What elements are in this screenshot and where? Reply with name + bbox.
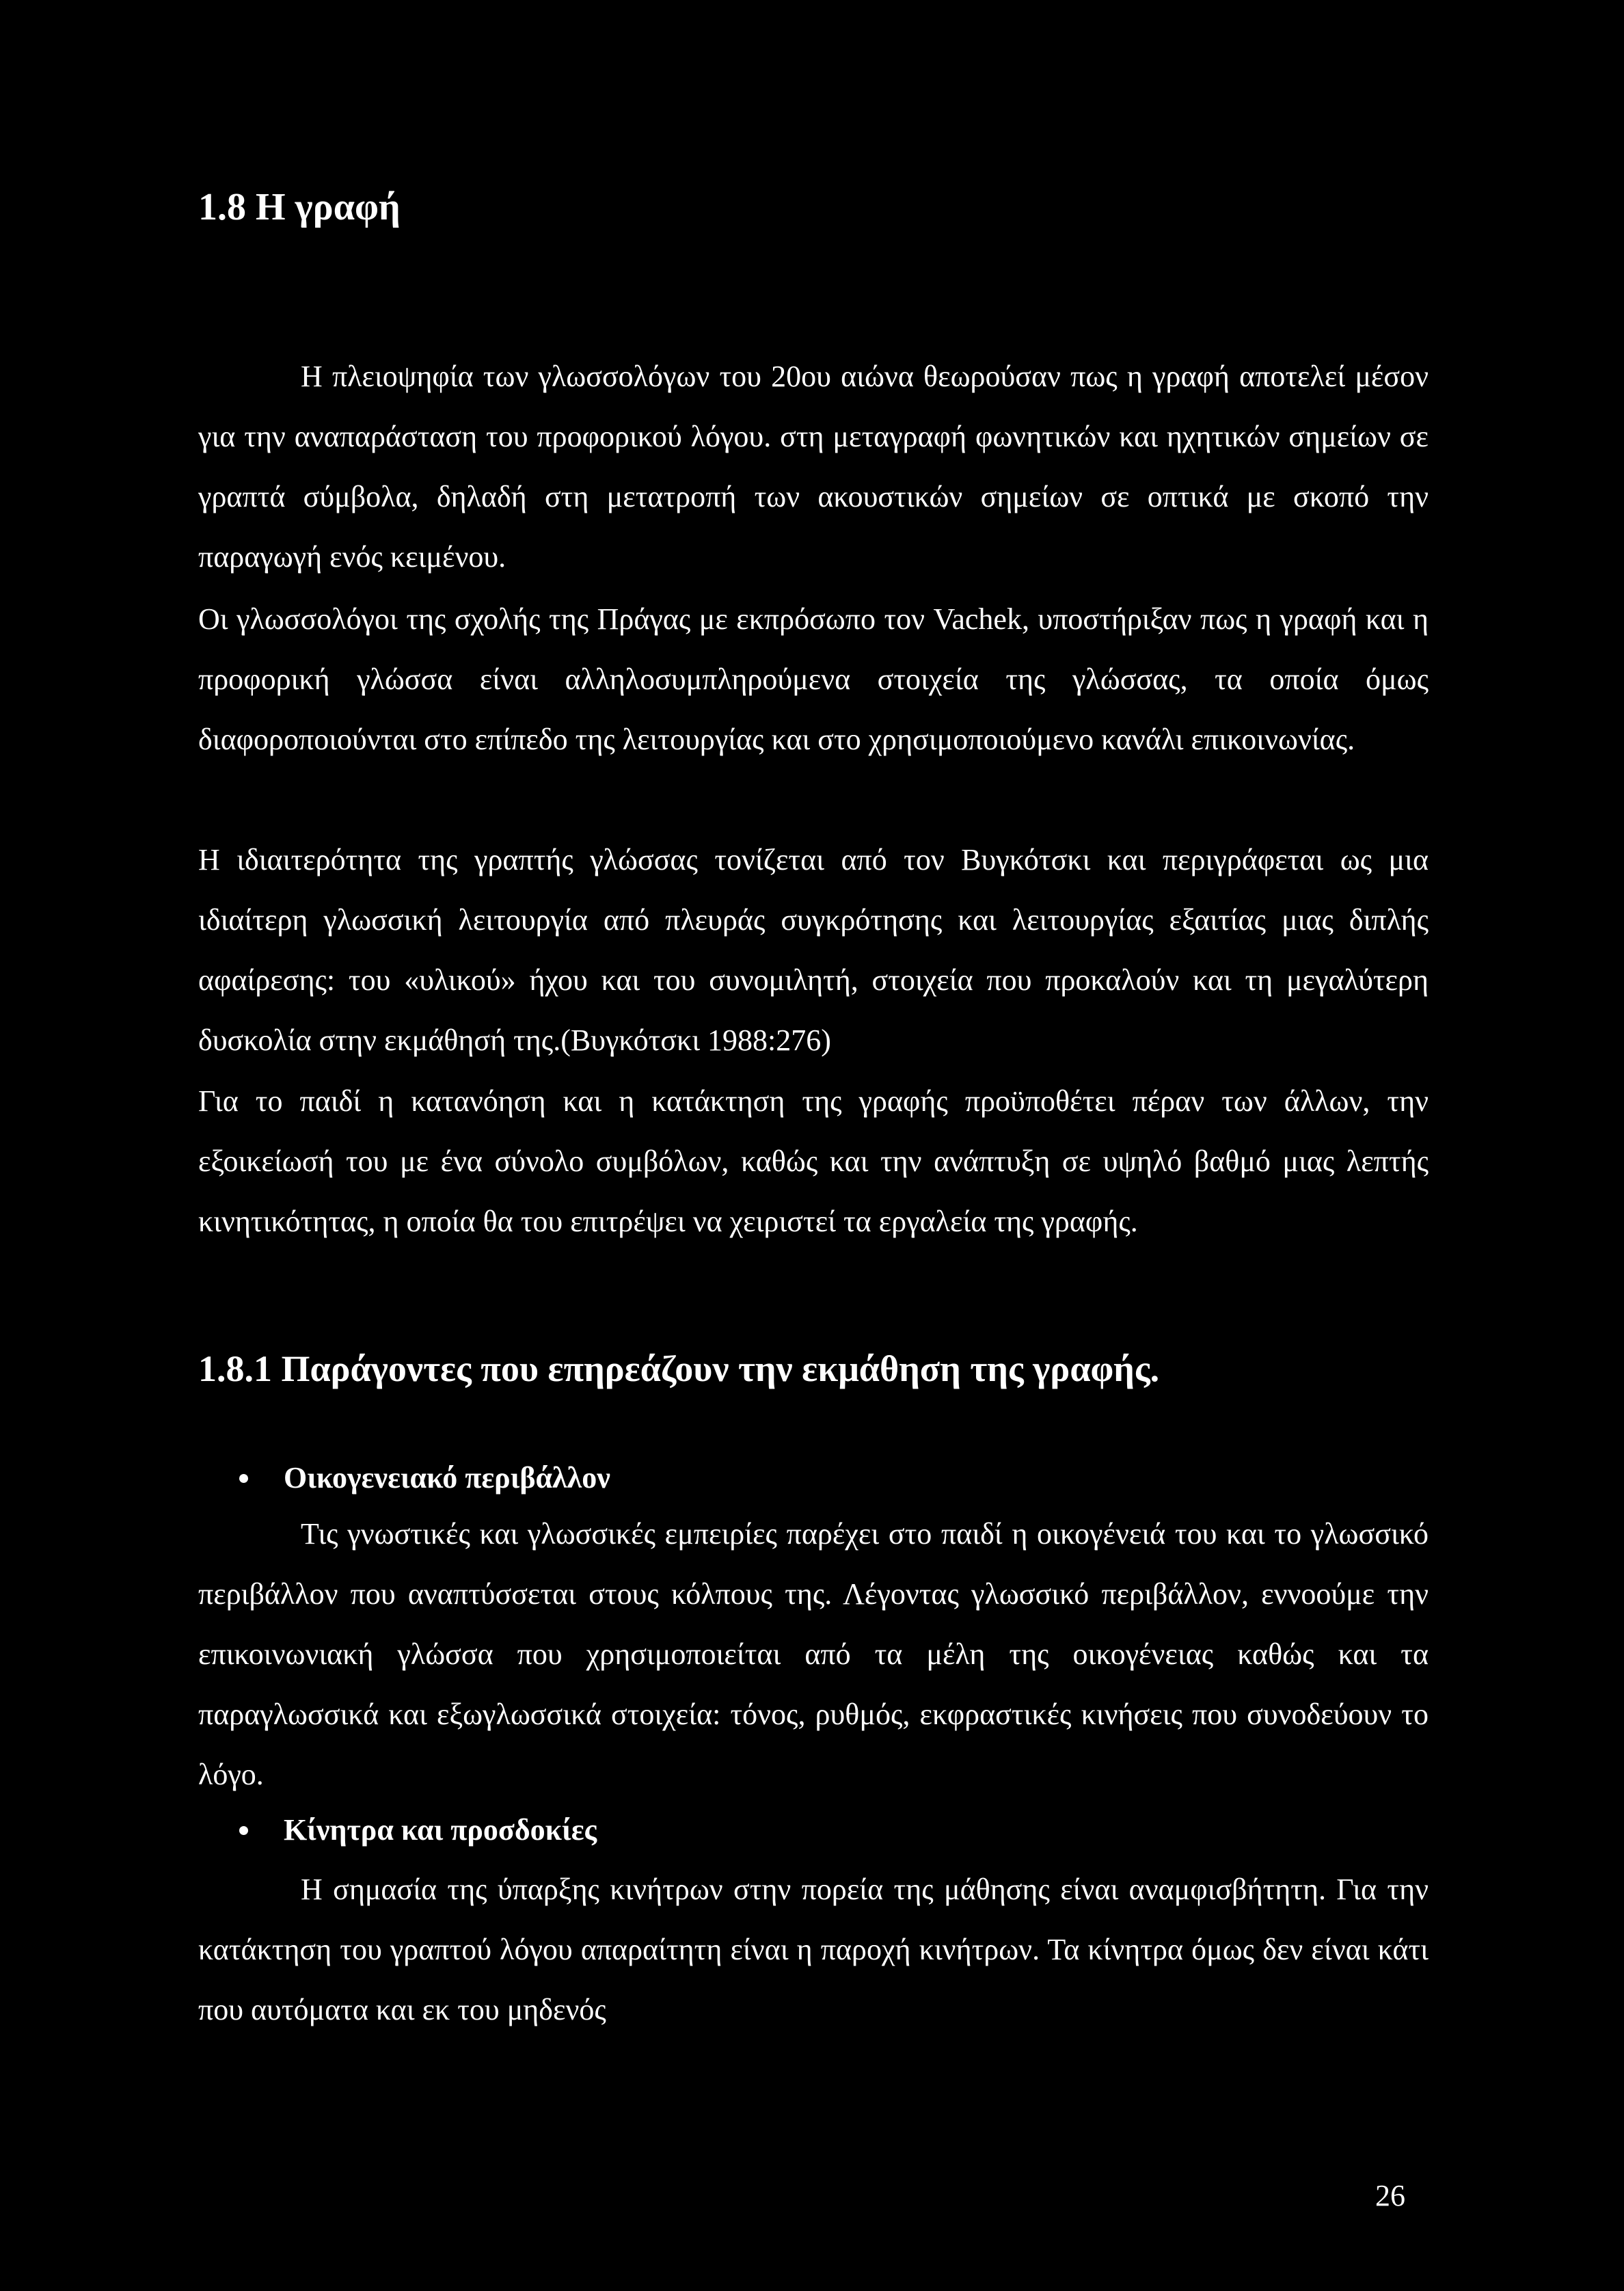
paragraph-2: Οι γλωσσολόγοι της σχολής της Πράγας με εκπρόσωπο τον Vachek, υποστήριξαν πως η γραφή και η προφορική γλώσσα είναι αλληλοσυμπληρούμενα στοιχεία της γλώσσας, τα οποία όμως διαφοροποιούνται στο επίπεδο της λειτουργίας και στο χρησιμοποιούμενο κανάλι επικοινωνίας. [198,602,1429,756]
bullet-2-paragraph: Η σημασία της ύπαρξης κινήτρων στην πορεία της μάθησης είναι αναμφισβήτητη. Για την κατάκτηση του γραπτού λόγου απαραίτητη είναι η παροχή κινήτρων. Τα κίνητρα όμως δεν είναι κάτι που αυτόματα και εκ του μηδενός [198,1873,1429,2026]
paragraph-4: Για το παιδί η κατανόηση και η κατάκτηση της γραφής προϋποθέτει πέραν των άλλων, την εξοικείωσή του με ένα σύνολο συμβόλων, καθώς και την ανάπτυξη σε υψηλό βαθμό μιας λεπτής κινητικότητας, η οποία θα του επιτρέψει να χειριστεί τα εργαλεία της γραφής. [198,1084,1429,1238]
bullet-item-family-environment [239,1463,610,1493]
section-heading: 1.8 Η γραφή [198,186,401,228]
bullet-title: Κίνητρα και προσδοκίες [284,1813,597,1847]
bullet-1-paragraph: Τις γνωστικές και γλωσσικές εμπειρίες παρέχει στο παιδί η οικογένειά του και το γλωσσικό περιβάλλον που αναπτύσσεται στους κόλπους της. Λέγοντας γλωσσικό περιβάλλον, εννοούμε την επικοινωνιακή γλώσσα που χρησιμοποιείται από τα μέλη της οικογένειας καθώς και τα παραγλωσσικά και εξωγλωσσικά στοιχεία: τόνος, ρυθμός, εκφραστικές κινήσεις που συνοδεύουν το λόγο. [198,1517,1429,1791]
page-number: 26 [1375,2179,1405,2212]
bullet-title: Οικογενειακό περιβάλλον [284,1461,610,1495]
bullet-item-motivation [239,1815,597,1845]
paragraph-1: Η πλειοψηφία των γλωσσολόγων του 20ου αιώνα θεωρούσαν πως η γραφή αποτελεί μέσον για την αναπαράσταση του προφορικού λόγου. στη μεταγραφή φωνητικών και ηχητικών σημείων σε γραπτά σύμβολα, δηλαδή στη μετατροπή των ακουστικών σημείων σε οπτικά με σκοπό την παραγωγή ενός κειμένου. [198,360,1429,574]
subsection-heading: 1.8.1 Παράγοντες που επηρεάζουν την εκμάθηση της γραφής. [198,1348,1160,1389]
bullet-dot-icon [239,1826,248,1835]
bullet-dot-icon [239,1474,248,1483]
paragraph-3: Η ιδιαιτερότητα της γραπτής γλώσσας τονίζεται από τον Βυγκότσκι και περιγράφεται ως μια ιδιαίτερη γλωσσική λειτουργία από πλευράς συγκρότησης και λειτουργίας εξαιτίας μιας διπλής αφαίρεσης: του «υλικού» ήχου και του συνομιλητή, στοιχεία που προκαλούν και τη μεγαλύτερη δυσκολία στην εκμάθησή της.(Βυγκότσκι 1988:276) [198,843,1429,1057]
